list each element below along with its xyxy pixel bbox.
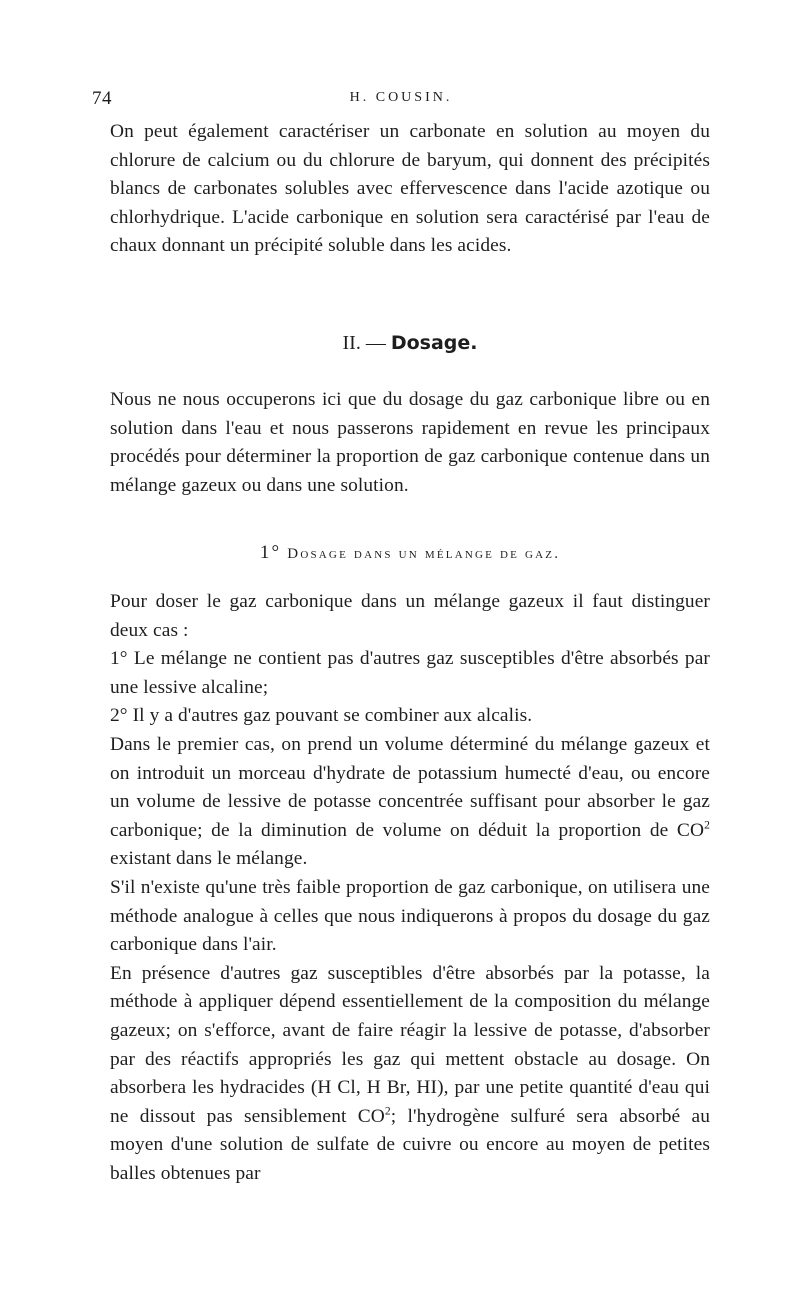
subsection-title: Dosage dans un mélange de gaz.	[287, 546, 561, 562]
paragraph-4-text: Dans le premier cas, on prend un volume déterminé du mélange gazeux et on introduit un morceau d'hydrate de potassium humecté d'eau, ou encore un volume de lessive de potasse concentrée suffisant pour absorber le gaz carbonique; de la diminution de volume on déduit la proportion de CO	[110, 733, 710, 841]
section-title: Dosage.	[390, 332, 478, 354]
intro-block	[110, 118, 710, 261]
section-block	[110, 386, 710, 500]
paragraph-6	[110, 960, 710, 1189]
paragraph-3: 2° Il y a d'autres gaz pouvant se combiner aux alcalis.	[110, 705, 533, 727]
running-head	[92, 88, 710, 112]
paragraph-5: S'il n'existe qu'une très faible proportion de gaz carbonique, on utilisera une méthode analogue à celles que nous indiquerons à propos du dosage du gaz carbonique dans l'air.	[110, 876, 710, 956]
superscript: 2	[384, 1104, 391, 1118]
section-numeral: II. —	[342, 332, 386, 354]
paragraph-1: Pour doser le gaz carbonique dans un mélange gazeux il faut distinguer deux cas :	[110, 591, 710, 641]
section-paragraph: Nous ne nous occuperons ici que du dosage du gaz carbonique libre ou en solution dans l'eau et nous passerons rapidement en revue les principaux procédés pour déterminer la proportion de gaz carbonique contenue dans un mélange gazeux ou dans une solution.	[110, 389, 710, 496]
running-title: H. COUSIN.	[349, 90, 453, 105]
superscript: 2	[704, 818, 710, 832]
paragraph-4-text-end: existant dans le mélange.	[110, 848, 308, 870]
page-number: 74	[92, 88, 112, 109]
paragraph-6-text-end: ; l'hydrogène sulfuré sera absorbé au moyen d'une solution de sulfate de cuivre ou encore au moyen de petites balles obtenues par	[110, 1105, 711, 1184]
subsection-number: 1°	[259, 542, 282, 563]
subsection-heading	[110, 542, 710, 564]
paragraph-4	[110, 731, 710, 874]
intro-paragraph: On peut également caractériser un carbonate en solution au moyen du chlorure de calcium ou du chlorure de baryum, qui donnent des précipités blancs de carbonates solubles avec effervescence dans l'acide azotique ou chlorhydrique. L'acide carbonique en solution sera caractérisé par l'eau de chaux donnant un précipité soluble dans les acides.	[110, 121, 710, 257]
paragraph-2: 1° Le mélange ne contient pas d'autres gaz susceptibles d'être absorbés par une lessive alcaline;	[110, 648, 710, 698]
subsection-block	[110, 588, 710, 1188]
section-heading	[110, 332, 710, 355]
paragraph-6-text: En présence d'autres gaz susceptibles d'être absorbés par la potasse, la méthode à appliquer dépend essentiellement de la composition du mélange gazeux; on s'efforce, avant de faire réagir la lessive de potasse, d'absorber par des réactifs appropriés les gaz qui mettent obstacle au dosage. On absorbera les hydracides (H Cl, H Br, HI), par une petite quantité d'eau qui ne dissout pas sensiblement CO	[110, 962, 710, 1127]
